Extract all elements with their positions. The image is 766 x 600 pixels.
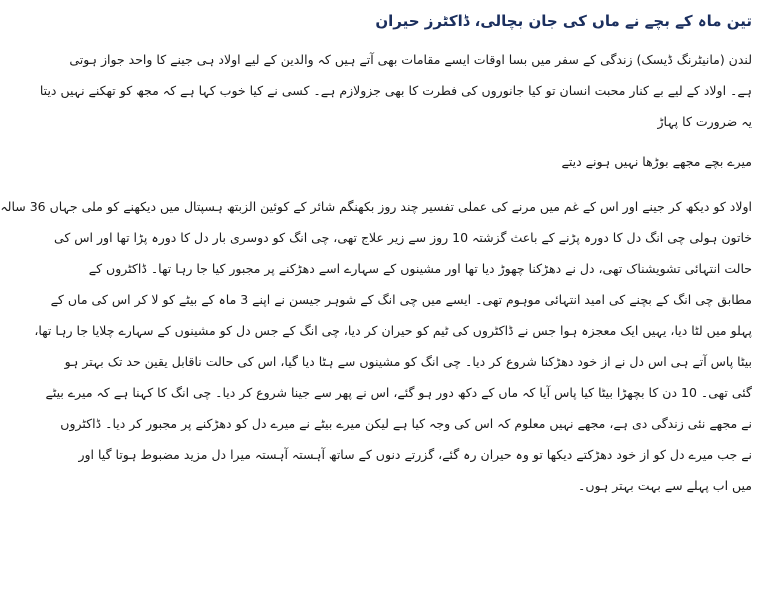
body-line: اولاد کو دیکھ کر جینے اور اس کے غم میں مرنے کی عملی تفسیر چند روز بکھنگم شائر کے کوئین الزبتھ ہسپتال میں دیکھنے کو ملی جہاں 36 سالہ <box>0 199 752 214</box>
intro-line: ہے۔ اولاد کے لیے بے کنار محبت انسان تو کیا جانوروں کی فطرت کا بھی جزولازم ہے۔ کسی نے کیا خوب کہا ہے کہ مجھ کو تھکنے نہیں دیتا <box>39 83 752 98</box>
body-line: بیٹا پاس آتے ہی اس دل نے از خود دھڑکنا شروع کر دیا۔ چی انگ کو مشینوں سے ہٹا دیا گیا، اس کی حالت ناقابل یقین حد تک بہتر ہو <box>64 354 752 369</box>
intro-line: یہ ضرورت کا پہاڑ <box>657 114 752 129</box>
body-paragraph <box>0 191 752 501</box>
body-line: مطابق چی انگ کے بچنے کی امید انتہائی موہوم تھی۔ ایسے میں چی انگ کے شوہر جیسن نے اپنے 3 ماہ کے بیٹے کو لا کر اس کی ماں کے <box>50 292 752 307</box>
body-line: حالت انتہائی تشویشناک تھی، دل نے دھڑکنا چھوڑ دیا تھا اور مشینوں کے سہارے اسے دھڑکنے پر مجبور کیا جا رہا تھا۔ ڈاکٹروں کے <box>88 261 752 276</box>
intro-line: لندن (مانیٹرنگ ڈیسک) زندگی کے سفر میں بسا اوقات ایسے مقامات بھی آتے ہیں کہ والدین کے لیے اولاد ہی جینے کا واحد جواز ہوتی <box>69 52 752 67</box>
body-line: خاتون ہولی چی انگ دل کا دورہ پڑنے کے باعث گزشتہ 10 روز سے زیر علاج تھی، چی انگ کو دوسری بار دل کا دورہ پڑا تھا اور اس کی <box>53 230 752 245</box>
body-line: میں اب پہلے سے بہت بہتر ہوں۔ <box>578 478 752 493</box>
body-line: گئی تھی۔ 10 دن کا بچھڑا بیٹا کیا پاس آیا کہ ماں کے دکھ دور ہو گئے، اس نے پھر سے جینا شروع کر دیا۔ چی انگ کا کہنا ہے کہ میرے بیٹے <box>45 385 752 400</box>
body-line: نے جب میرے دل کو از خود دھڑکتے دیکھا تو وہ حیران رہ گئے، گزرتے دنوں کے ساتھ آہستہ آہستہ میرا دل مزید مضبوط ہوتا گیا اور <box>78 447 752 462</box>
intro-paragraph <box>39 44 752 137</box>
article-headline: تین ماہ کے بچے نے ماں کی جان بچالی، ڈاکٹرز حیران <box>375 12 752 30</box>
quote-line: میرے بچے مجھے بوڑھا نہیں ہونے دیتے <box>561 154 752 169</box>
body-line: پہلو میں لٹا دیا، یہیں ایک معجزہ ہوا جس نے ڈاکٹروں کی ٹیم کو حیران کر دیا، چی انگ کے جس دل کو مشینوں کے سہارے چلایا جا رہا تھا، <box>34 323 752 338</box>
body-line: نے مجھے نئی زندگی دی ہے، مجھے نہیں معلوم کہ اس کی وجہ کیا ہے لیکن میرے بیٹے نے میرے دل کو دھڑکنے پر مجبور کر دیا۔ ڈاکٹروں <box>60 416 752 431</box>
